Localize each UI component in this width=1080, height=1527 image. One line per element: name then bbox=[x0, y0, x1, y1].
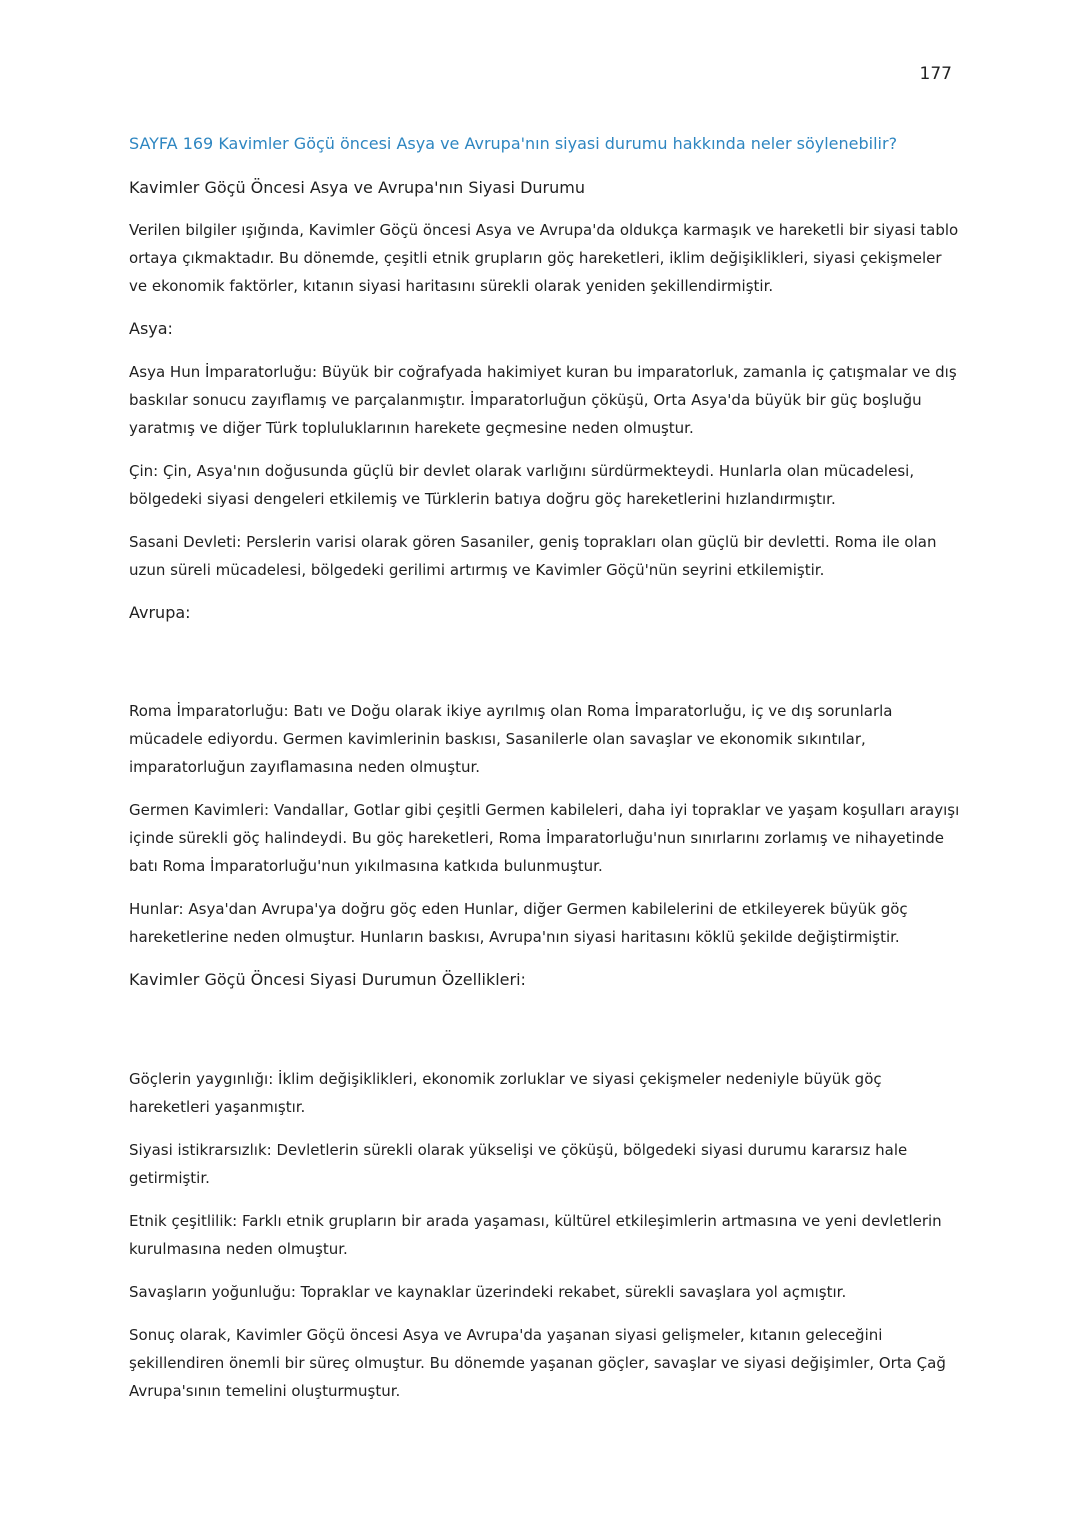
feature-item: Savaşların yoğunluğu: Topraklar ve kaynaklar üzerindeki rekabet, sürekli savaşlara yol açmıştır. bbox=[129, 1283, 847, 1301]
feature-item: Etnik çeşitlilik: Farklı etnik grupların bir arada yaşaması, kültürel etkileşimlerin artmasına ve yeni devletlerin kurulmasına neden olmuştur. bbox=[129, 1212, 942, 1258]
asia-item: Sasani Devleti: Perslerin varisi olarak gören Sasaniler, geniş toprakları olan güçlü bir devletti. Roma ile olan uzun süreli mücadelesi, bölgedeki gerilimi artırmış ve Kavimler Göçü'nün seyrini etkilemiştir. bbox=[129, 533, 937, 579]
asia-item: Asya Hun İmparatorluğu: Büyük bir coğrafyada hakimiyet kuran bu imparatorluk, zamanla iç çatışmalar ve dış baskılar sonucu zayıflamış ve parçalanmıştır. İmparatorluğun çöküşü, Orta Asya'da büyük bir güç boşluğu yaratmış ve diğer Türk topluluklarının harekete geçmesine neden olmuştur. bbox=[129, 363, 957, 437]
intro-paragraph: Verilen bilgiler ışığında, Kavimler Göçü öncesi Asya ve Avrupa'da oldukça karmaşık ve hareketli bir siyasi tablo ortaya çıkmaktadır. Bu dönemde, çeşitli etnik grupların göç hareketleri, iklim değişiklikleri, siyasi çekişmeler ve ekonomik faktörler, kıtanın siyasi haritasını sürekli olarak yeniden şekillendirmiştir. bbox=[129, 221, 959, 295]
spacer bbox=[129, 642, 961, 697]
europe-item: Hunlar: Asya'dan Avrupa'ya doğru göç eden Hunlar, diğer Germen kabilelerini de etkileyerek büyük göç hareketlerine neden olmuştur. Hunların baskısı, Avrupa'nın siyasi haritasını köklü şekilde değiştirmiştir. bbox=[129, 900, 908, 946]
europe-item: Roma İmparatorluğu: Batı ve Doğu olarak ikiye ayrılmış olan Roma İmparatorluğu, iç ve dış sorunlarla mücadele ediyordu. Germen kavimlerinin baskısı, Sasanilerle olan savaşlar ve ekonomik sıkıntılar, imparatorluğun zayıflamasına neden olmuştur. bbox=[129, 702, 893, 776]
conclusion-paragraph: Sonuç olarak, Kavimler Göçü öncesi Asya ve Avrupa'da yaşanan siyasi gelişmeler, kıtanın geleceğini şekillendiren önemli bir süreç olmuştur. Bu dönemde yaşanan göçler, savaşlar ve siyasi değişimler, Orta Çağ Avrupa'sının temelini oluşturmuştur. bbox=[129, 1326, 946, 1400]
section-heading-europe: Avrupa: bbox=[129, 603, 191, 622]
document-content bbox=[129, 130, 961, 1420]
feature-item: Siyasi istikrarsızlık: Devletlerin sürekli olarak yükselişi ve çöküşü, bölgedeki siyasi durumu kararsız hale getirmiştir. bbox=[129, 1141, 908, 1187]
europe-item: Germen Kavimleri: Vandallar, Gotlar gibi çeşitli Germen kabileleri, daha iyi topraklar ve yaşam koşulları arayışı içinde sürekli göç halindeydi. Bu göç hareketleri, Roma İmparatorluğu'nun sınırlarını zorlamış ve nihayetinde batı Roma İmparatorluğu'nun yıkılmasına katkıda bulunmuştur. bbox=[129, 801, 960, 875]
page-number: 177 bbox=[919, 64, 952, 84]
section-heading-asia: Asya: bbox=[129, 319, 173, 338]
feature-item: Göçlerin yaygınlığı: İklim değişiklikleri, ekonomik zorluklar ve siyasi çekişmeler nedeniyle büyük göç hareketleri yaşanmıştır. bbox=[129, 1070, 882, 1116]
spacer bbox=[129, 1009, 961, 1065]
asia-item: Çin: Çin, Asya'nın doğusunda güçlü bir devlet olarak varlığını sürdürmekteydi. Hunlarla olan mücadelesi, bölgedeki siyasi dengeleri etkilemiş ve Türklerin batıya doğru göç hareketlerini hızlandırmıştır. bbox=[129, 462, 915, 508]
question-heading: SAYFA 169 Kavimler Göçü öncesi Asya ve Avrupa'nın siyasi durumu hakkında neler söylenebilir? bbox=[129, 134, 898, 153]
section-heading-features: Kavimler Göçü Öncesi Siyasi Durumun Özellikleri: bbox=[129, 970, 526, 989]
document-title: Kavimler Göçü Öncesi Asya ve Avrupa'nın Siyasi Durumu bbox=[129, 178, 585, 197]
